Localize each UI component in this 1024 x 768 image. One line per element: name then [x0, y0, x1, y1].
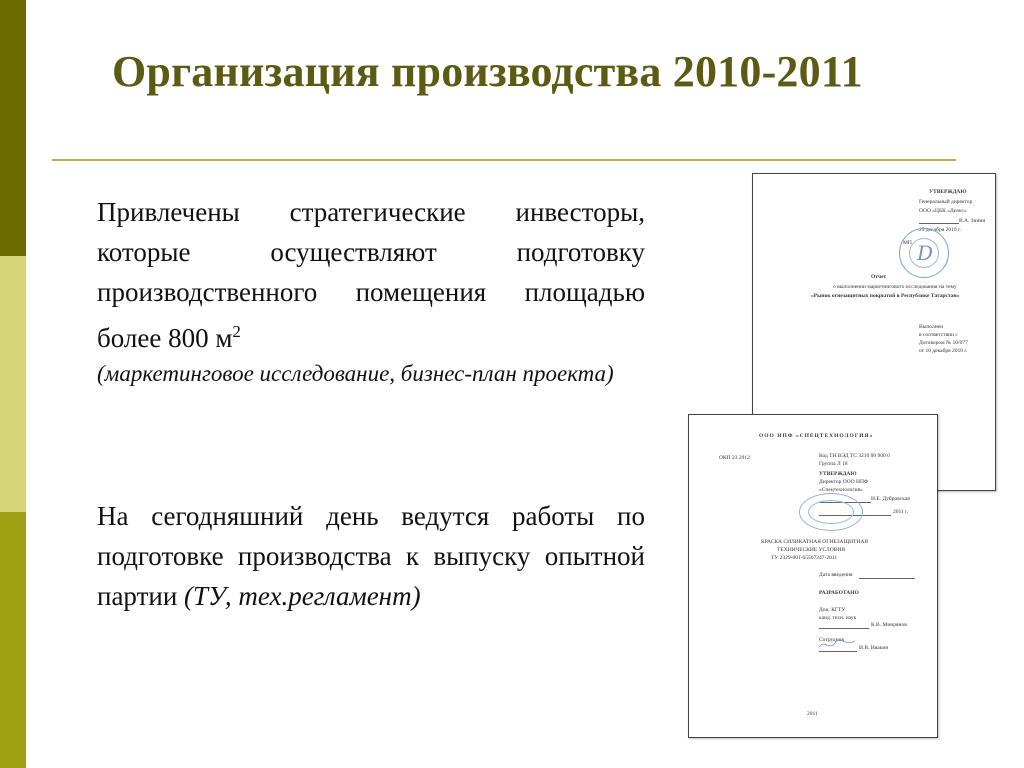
side-bar-top	[0, 0, 26, 256]
doc2-dev1: Доц. КГТУ	[819, 607, 846, 613]
area-superscript: 2	[232, 322, 241, 341]
doc1-done4: от 10 декабря 2010 г.	[919, 348, 968, 354]
doc2-okp: ОКП 23 2912	[719, 455, 750, 461]
doc2-code: Код ТН ВЭД ТС 3210 00 900 0	[819, 453, 890, 459]
doc2-intro: Дата введения	[819, 572, 853, 578]
doc2-signature-icon	[817, 637, 857, 651]
doc2-emp-name: И.В. Ивакин	[859, 645, 889, 651]
technical-specification-document	[688, 414, 938, 738]
doc2-group: Группа Л 18	[819, 461, 848, 467]
doc1-company: ООО «ЦБК «Диэкс»	[919, 208, 967, 214]
doc1-done2: в соответствии с	[919, 332, 958, 338]
paragraph-production-note: (ТУ, тех.регламент)	[184, 581, 421, 611]
doc1-report-line1: о выполнении маркетингового исследования на тему	[833, 284, 957, 290]
doc1-position: Генеральный директор	[919, 199, 973, 205]
doc1-done3: Договором № 10/077	[919, 340, 968, 346]
paragraph-production-text: На сегодняшний день ведутся работы по подготовке производства к выпуску опытной партии	[97, 501, 645, 611]
doc1-signer: В.А. Зинин	[959, 218, 986, 224]
paragraph-investors-note: (маркетинговое исследование, бизнес-план проекта)	[97, 361, 614, 386]
side-bar-middle	[0, 256, 26, 512]
doc2-title2: ТЕХНИЧЕСКИЕ УСЛОВИЯ	[777, 547, 846, 553]
doc2-position: Директор ООО НПФ	[819, 479, 869, 485]
doc1-date: 25 декабря 2010 г.	[919, 227, 961, 233]
doc2-dev2: канд. техн. наук	[819, 615, 857, 621]
doc2-intro-line	[859, 578, 915, 579]
paragraph-investors	[97, 192, 645, 390]
doc2-signer: И.Е. Дубровская	[871, 496, 910, 502]
doc2-year-line: 2011 г.	[893, 509, 909, 515]
title-divider	[52, 159, 956, 161]
doc2-title3: ТУ 2329-001-65507247-2011	[771, 555, 838, 561]
doc1-stamp-icon: D	[899, 228, 949, 278]
doc2-stamp-icon	[799, 493, 863, 531]
doc1-done1: Выполнен	[919, 324, 944, 330]
slide-title: Организация производства 2010-2011	[112, 47, 863, 96]
doc1-mp: МП	[903, 240, 912, 246]
doc1-approve: УТВЕРЖДАЮ	[929, 189, 967, 195]
doc2-org: ООО НПФ «СПЕЦТЕХНОЛОГИЯ»	[759, 433, 874, 439]
doc2-year: 2011	[807, 711, 818, 717]
doc2-emp: Сотрудник	[819, 637, 845, 643]
doc2-dev3: К.В. Миирянов	[871, 622, 907, 628]
paragraph-production	[97, 496, 645, 616]
doc1-signature-line	[919, 223, 959, 224]
doc1-report-line2: «Рынок огнезащитных покрытий в Республике Татарстан»	[811, 293, 960, 299]
paragraph-investors-text: Привлечены стратегические инвесторы, которые осуществляют подготовку производственного помещения площадью более 800 м	[97, 197, 645, 353]
doc1-report-title: Отчет	[871, 274, 887, 280]
doc2-approve: УТВЕРЖДАЮ	[819, 471, 857, 477]
doc2-dev-signature-line	[819, 628, 869, 629]
doc2-company: «Спецтехнология»	[819, 487, 863, 493]
side-bar-bottom	[0, 512, 26, 768]
doc2-title1: КРАСКА СИЛИКАТНАЯ ОГНЕЗАЩИТНАЯ	[761, 539, 869, 545]
doc2-developed: РАЗРАБОТАНО	[819, 590, 859, 596]
doc2-emp-signature-line	[819, 651, 857, 652]
